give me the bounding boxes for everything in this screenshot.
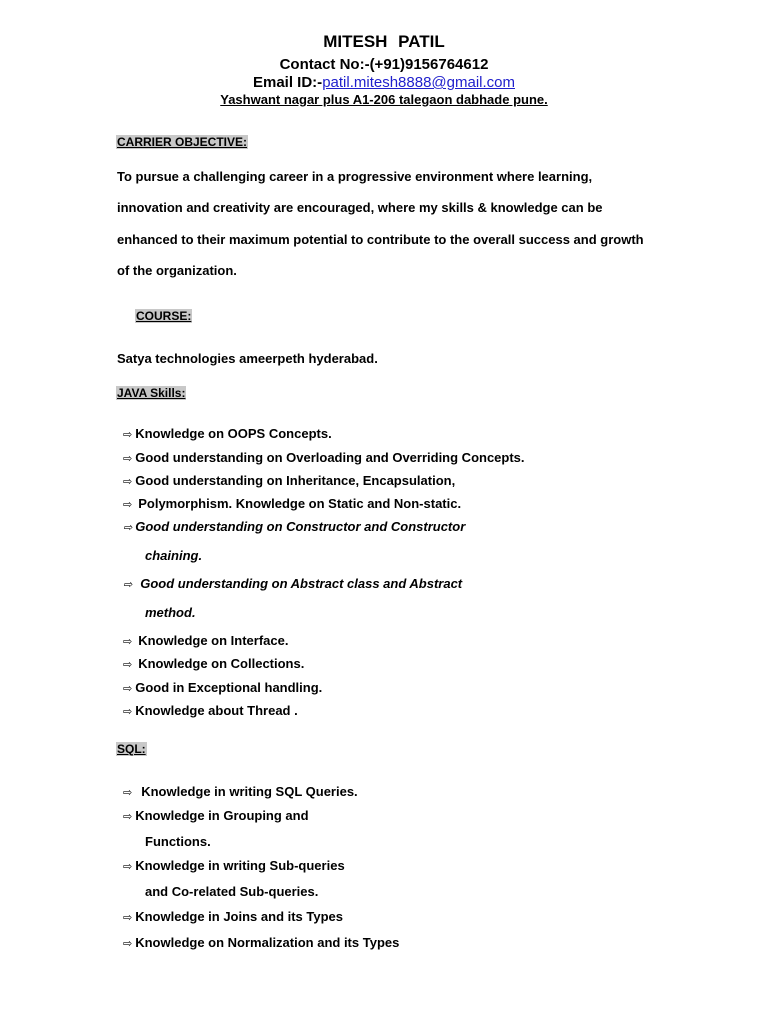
list-item-continuation: Functions. — [145, 834, 211, 849]
arrow-icon: ⇨ — [123, 659, 133, 671]
arrow-icon: ⇨ — [123, 499, 133, 511]
list-item: ⇨ Polymorphism. Knowledge on Static and Non-static. — [123, 496, 462, 511]
objective-line: innovation and creativity are encouraged, where my skills & knowledge can be — [117, 200, 603, 215]
list-item-continuation: chaining. — [145, 548, 203, 563]
contact-number: Contact No:-(+91)9156764612 — [279, 56, 489, 73]
list-item: ⇨ Knowledge on Normalization and its Types — [123, 935, 400, 950]
list-item: ⇨ Good in Exceptional handling. — [123, 680, 323, 695]
list-item: ⇨ Knowledge in writing Sub-queries — [123, 858, 345, 873]
list-item: ⇨ Good understanding on Inheritance, Encapsulation, — [123, 473, 456, 488]
list-item: ⇨ Knowledge on Interface. — [123, 633, 289, 648]
email-label: Email ID:- — [253, 74, 323, 91]
java-heading: JAVA Skills: — [117, 386, 186, 400]
list-item: ⇨ Knowledge on OOPS Concepts. — [123, 426, 332, 441]
list-item-continuation: and Co-related Sub-queries. — [145, 884, 319, 899]
arrow-icon: ⇨ — [123, 453, 133, 465]
email-line — [0, 74, 768, 91]
arrow-icon: ⇨ — [123, 579, 133, 591]
address: Yashwant nagar plus A1-206 talegaon dabhade pune. — [220, 92, 548, 107]
list-item: ⇨ Knowledge on Collections. — [123, 656, 305, 671]
arrow-icon: ⇨ — [123, 636, 133, 648]
list-item: ⇨ Knowledge in writing SQL Queries. — [123, 784, 358, 799]
course-text: Satya technologies ameerpeth hyderabad. — [117, 351, 378, 366]
list-item: ⇨ Good understanding on Constructor and Constructor — [123, 519, 466, 534]
arrow-icon: ⇨ — [123, 861, 133, 873]
list-item-continuation: method. — [145, 605, 196, 620]
candidate-name: MITESH PATIL — [323, 32, 445, 51]
objective-line: of the organization. — [117, 263, 237, 278]
arrow-icon: ⇨ — [123, 522, 133, 534]
arrow-icon: ⇨ — [123, 787, 133, 799]
email-link[interactable]: patil.mitesh8888@gmail.com — [322, 74, 515, 91]
arrow-icon: ⇨ — [123, 476, 133, 488]
list-item: ⇨ Knowledge in Joins and its Types — [123, 909, 344, 924]
objective-heading: CARRIER OBJECTIVE: — [117, 135, 248, 149]
list-item: ⇨ Good understanding on Abstract class and Abstract — [123, 576, 463, 591]
list-item: ⇨ Knowledge about Thread . — [123, 703, 298, 718]
objective-line: enhanced to their maximum potential to contribute to the overall success and growth — [117, 232, 644, 247]
arrow-icon: ⇨ — [123, 429, 133, 441]
arrow-icon: ⇨ — [123, 811, 133, 823]
list-item: ⇨ Good understanding on Overloading and Overriding Concepts. — [123, 450, 525, 465]
sql-heading: SQL: — [117, 742, 146, 756]
objective-line: To pursue a challenging career in a progressive environment where learning, — [117, 169, 593, 184]
arrow-icon: ⇨ — [123, 683, 133, 695]
list-item: ⇨ Knowledge in Grouping and — [123, 808, 309, 823]
arrow-icon: ⇨ — [123, 938, 133, 950]
arrow-icon: ⇨ — [123, 706, 133, 718]
arrow-icon: ⇨ — [123, 912, 133, 924]
course-heading: COURSE: — [136, 309, 192, 323]
